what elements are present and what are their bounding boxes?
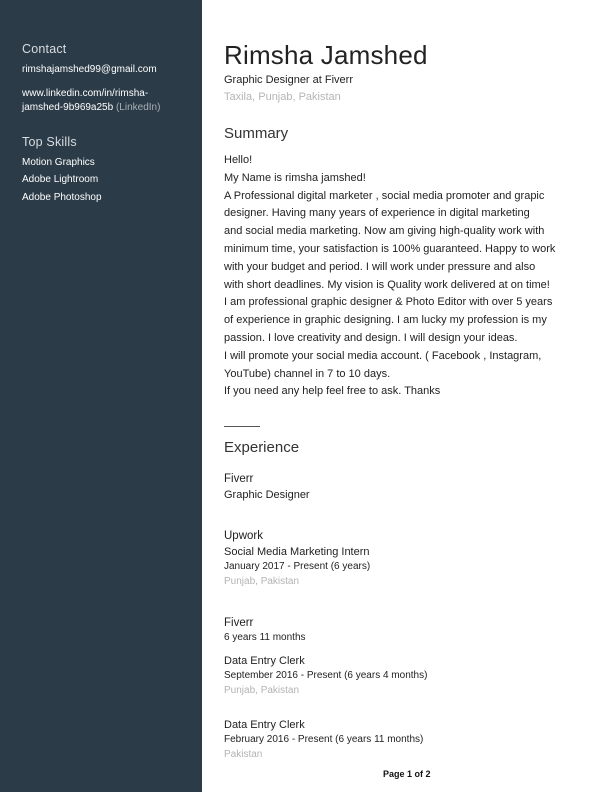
profile-headline: Graphic Designer at Fiverr (224, 74, 353, 86)
skill-item: Motion Graphics (22, 157, 95, 168)
experience-dates: January 2017 - Present (6 years) (224, 561, 371, 572)
summary-line: minimum time, your satisfaction is 100% guaranteed. Happy to work (224, 242, 556, 255)
email-link[interactable]: rimshajamshed99@gmail.com (22, 64, 157, 75)
profile-location: Taxila, Punjab, Pakistan (224, 91, 341, 103)
summary-line: designer. Having many years of experience in digital marketing (224, 207, 530, 220)
summary-heading: Summary (224, 125, 289, 142)
summary-line: I am professional graphic designer & Photo Editor with over 5 years (224, 296, 553, 309)
experience-company: Fiverr (224, 617, 254, 629)
summary-line: Hello! (224, 154, 253, 166)
summary-line: with short deadlines. My vision is Quality work delivered at on time! (224, 278, 550, 291)
experience-entry (224, 615, 306, 645)
section-divider (224, 426, 260, 427)
contact-heading: Contact (22, 42, 67, 56)
experience-entry (224, 528, 370, 589)
experience-company: Upwork (224, 530, 263, 542)
summary-line: passion. I love creativity and design. I will design your ideas. (224, 331, 518, 344)
summary-line: and social media marketing. Now am giving high-quality work with (224, 225, 545, 238)
experience-dates: February 2016 - Present (6 years 11 months) (224, 734, 424, 745)
experience-entry (224, 717, 423, 762)
summary-line: I will promote your social media account. ( Facebook , Instagram, (224, 349, 542, 362)
sidebar (0, 0, 202, 792)
skill-item: Adobe Photoshop (22, 192, 102, 203)
linkedin-label: (LinkedIn) (115, 102, 161, 113)
linkedin-url-line1[interactable]: www.linkedin.com/in/rimsha- (22, 88, 149, 99)
experience-title: Data Entry Clerk (224, 719, 305, 731)
experience-entry (224, 471, 310, 503)
summary-line: of experience in graphic designing. I am lucky my profession is my (224, 314, 547, 327)
summary-line: My Name is rimsha jamshed! (224, 171, 366, 184)
experience-location: Pakistan (224, 749, 263, 760)
summary-text (224, 152, 592, 401)
page-number: Page 1 of 2 (383, 769, 431, 779)
summary-line: A Professional digital marketer , social media promoter and grapic (224, 189, 545, 202)
experience-entry (224, 653, 427, 698)
experience-location: Punjab, Pakistan (224, 685, 300, 696)
experience-company: Fiverr (224, 473, 254, 485)
linkedin-link[interactable] (22, 87, 197, 115)
skill-item: Adobe Lightroom (22, 174, 99, 185)
experience-dates: September 2016 - Present (6 years 4 months) (224, 670, 428, 681)
experience-location: Punjab, Pakistan (224, 576, 300, 587)
experience-duration: 6 years 11 months (224, 632, 306, 643)
experience-title: Graphic Designer (224, 489, 310, 501)
top-skills-heading: Top Skills (22, 135, 77, 149)
profile-name: Rimsha Jamshed (224, 40, 428, 70)
experience-title: Data Entry Clerk (224, 655, 305, 667)
summary-line: If you need any help feel free to ask. Thanks (224, 385, 441, 398)
summary-line: with your budget and period. I will work under pressure and also (224, 260, 536, 273)
experience-title: Social Media Marketing Intern (224, 546, 370, 558)
experience-heading: Experience (224, 439, 300, 456)
summary-line: YouTube) channel in 7 to 10 days. (224, 367, 391, 380)
linkedin-url-line2[interactable]: jamshed-9b969a25b (22, 102, 114, 113)
